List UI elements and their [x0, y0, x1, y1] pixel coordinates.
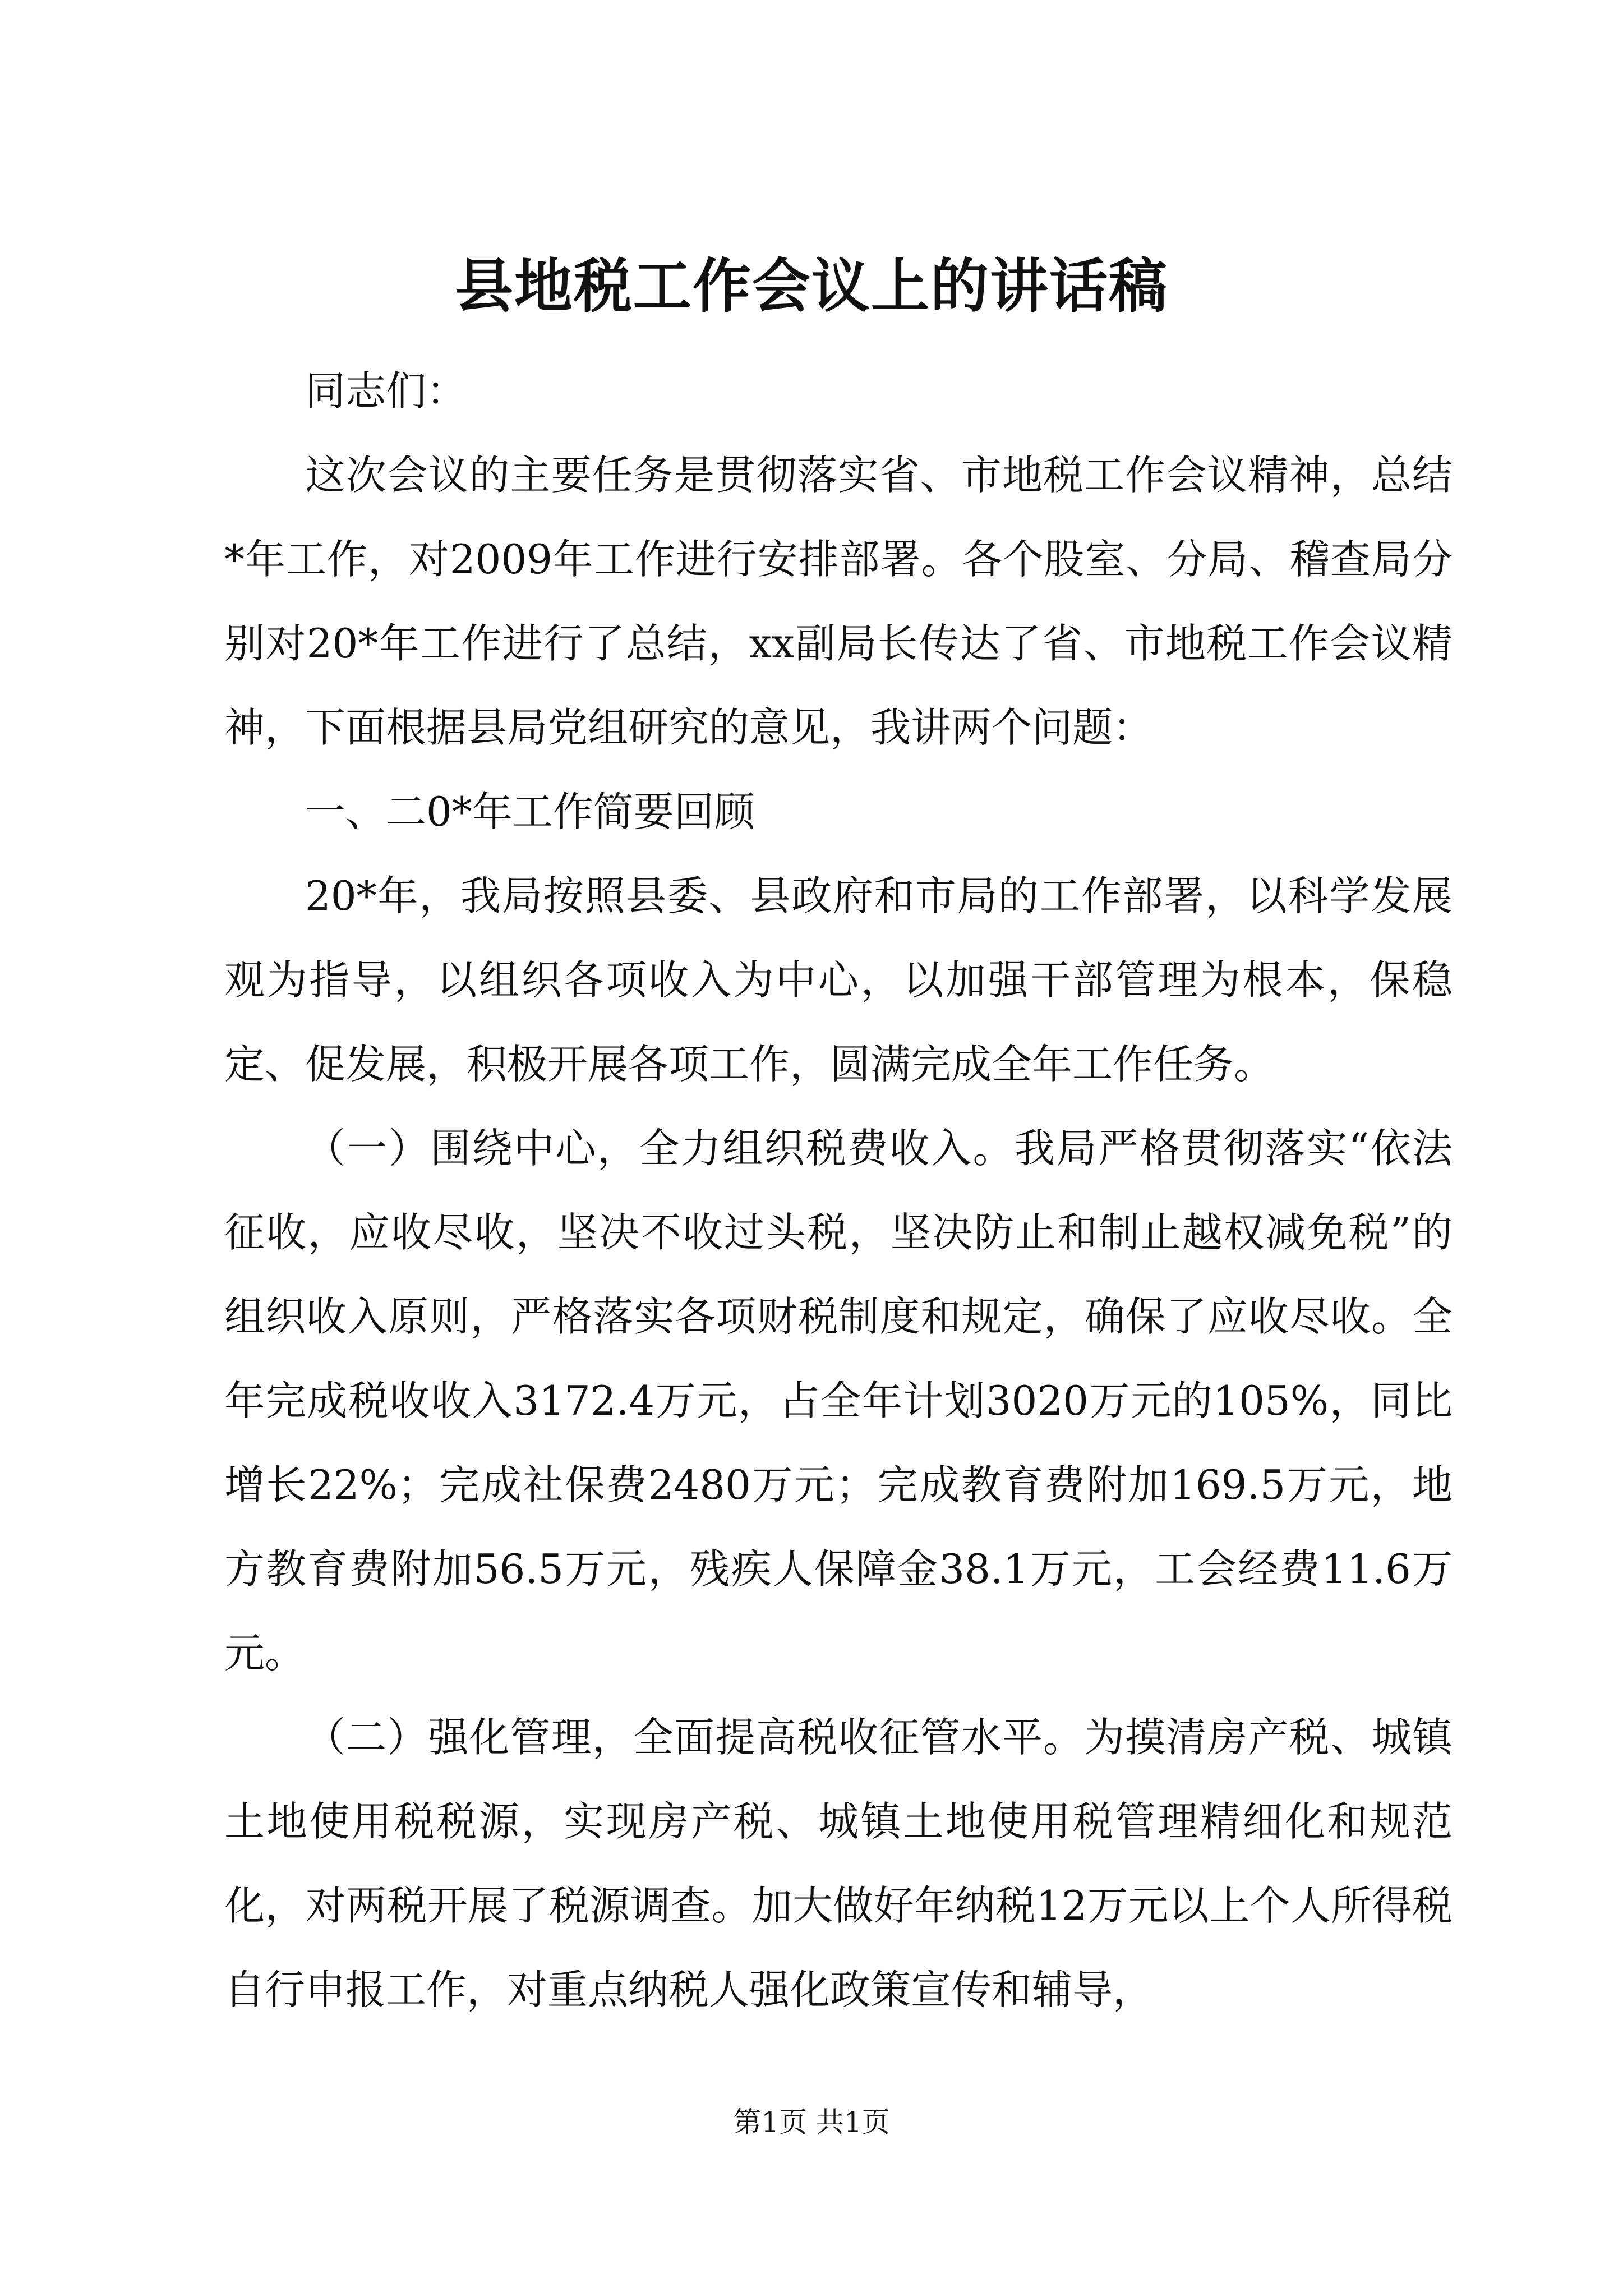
paragraph-intro: 这次会议的主要任务是贯彻落实省、市地税工作会议精神，总结*年工作，对2009年工作进行安排部署。各个股室、分局、稽查局分别对20*年工作进行了总结，xx副局长传达了省、市地税工作会议精神，下面根据县局党组研究的意见，我讲两个问题： [224, 452, 1453, 751]
paragraph-overview: 20*年，我局按照县委、县政府和市局的工作部署，以科学发展观为指导，以组织各项收入为中心，以加强干部管理为根本，保稳定、促发展，积极开展各项工作，圆满完成全年工作任务。 [224, 872, 1453, 1088]
document-title: 县地税工作会议上的讲话稿 [454, 251, 1168, 320]
paragraph-greeting: 同志们： [305, 367, 467, 415]
section-heading: 一、二0*年工作简要回顾 [305, 788, 755, 835]
paragraph-revenue: （一）围绕中心，全力组织税费收入。我局严格贯彻落实“依法征收，应收尽收，坚决不收过头税，坚决防止和制止越权减免税”的组织收入原则，严格落实各项财税制度和规定，确保了应收尽收。全年完成税收收入3172.4万元，占全年计划3020万元的105%，同比增长22%；完成社保费2480万元；完成教育费附加169.5万元，地方教育费附加56.5万元，残疾人保障金38.1万元，工会经费11.6万元。 [224, 1125, 1453, 1677]
document-body [224, 349, 1453, 2032]
page-footer: 第1页 共1页 [733, 2106, 890, 2138]
paragraph-management: （二）强化管理，全面提高税收征管水平。为摸清房产税、城镇土地使用税税源，实现房产税、城镇土地使用税管理精细化和规范化，对两税开展了税源调查。加大做好年纳税12万元以上个人所得税自行申报工作，对重点纳税人强化政策宣传和辅导， [224, 1714, 1453, 2013]
